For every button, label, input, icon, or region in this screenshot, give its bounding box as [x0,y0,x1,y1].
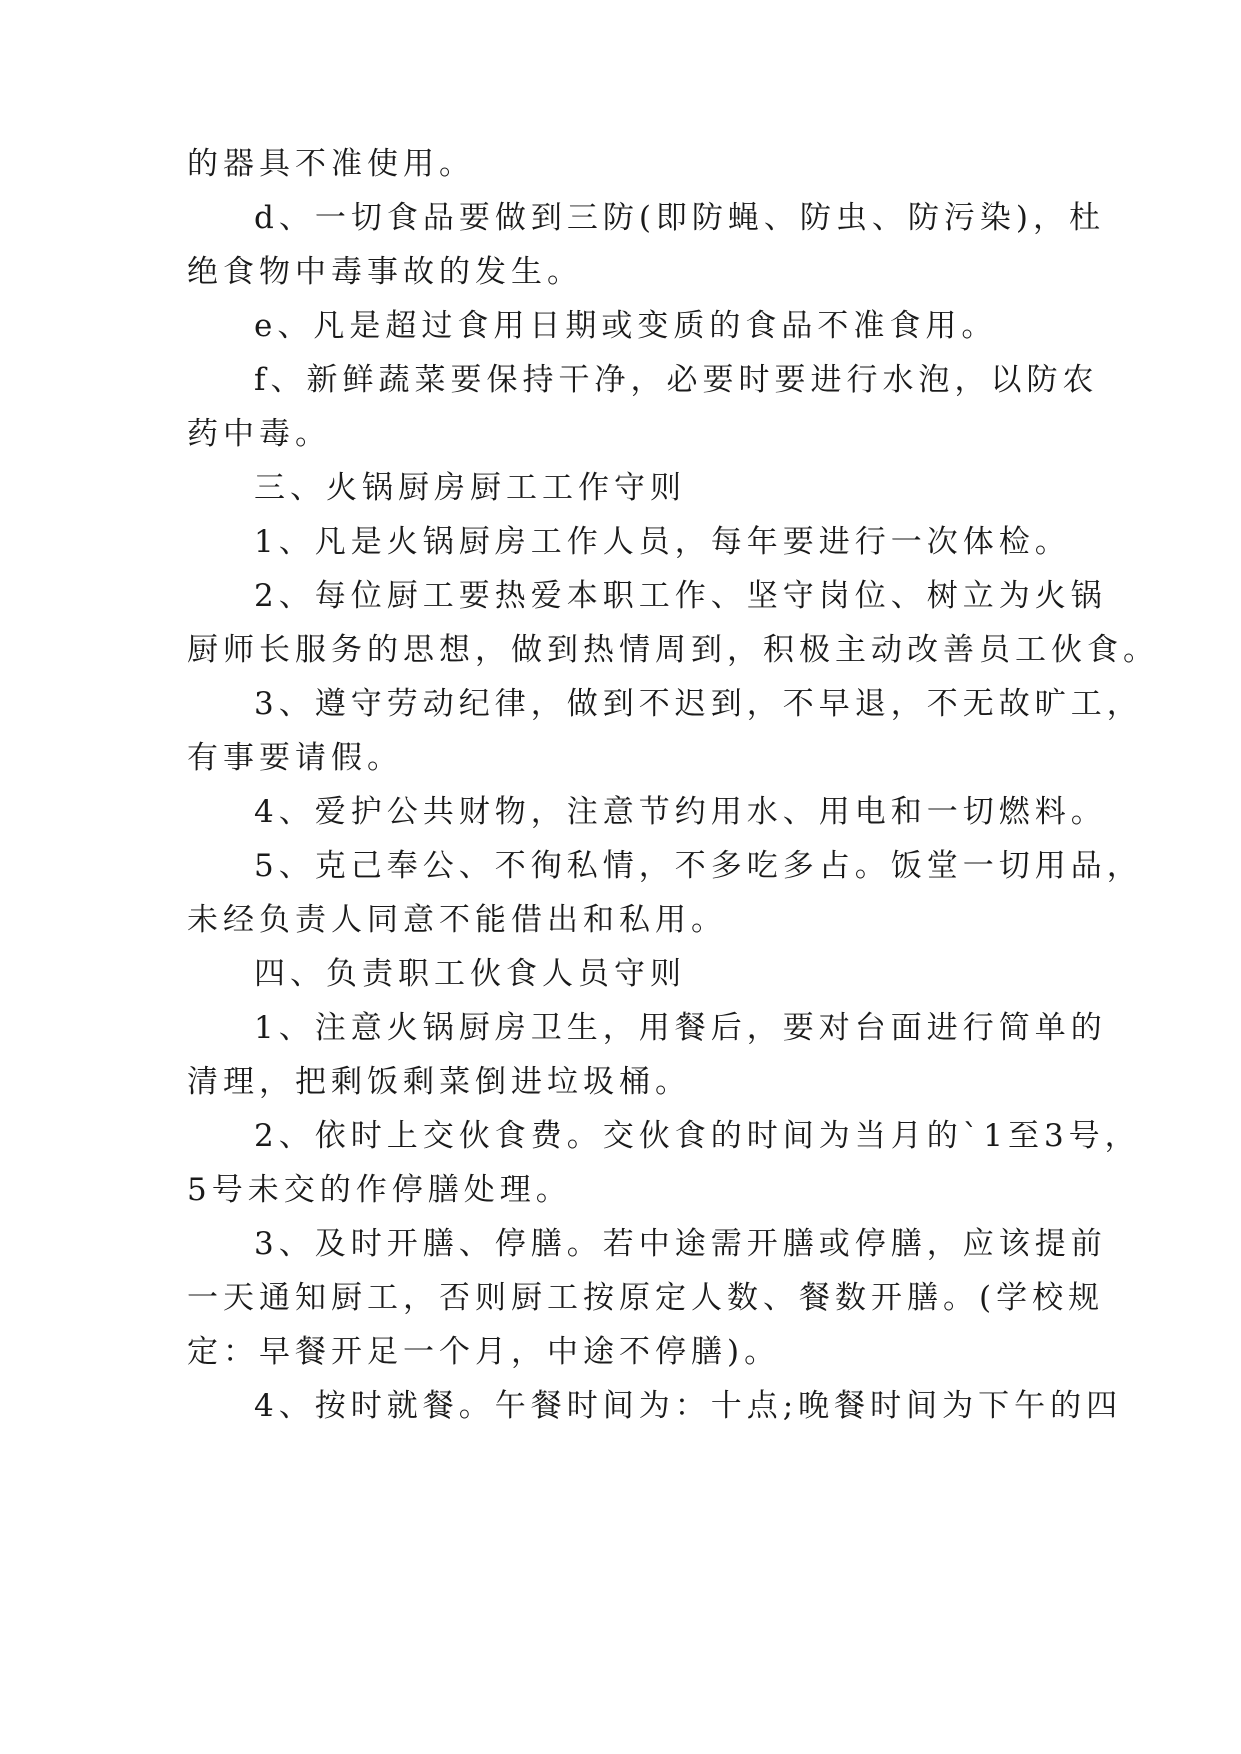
text-line: 定：早餐开足一个月，中途不停膳)。 [187,1334,781,1370]
text-line: 1、注意火锅厨房卫生，用餐后，要对台面进行简单的 [254,1010,1107,1046]
text-line: 2、每位厨工要热爱本职工作、坚守岗位、树立为火锅 [254,578,1107,614]
section-heading: 四、负责职工伙食人员守则 [254,956,686,992]
text-line: 绝食物中毒事故的发生。 [187,254,583,290]
text-line: 2、依时上交伙食费。交伙食的时间为当月的`1至3号， [254,1118,1141,1154]
text-line: 5、克己奉公、不徇私情，不多吃多占。饭堂一切用品， [254,848,1143,884]
text-line: 有事要请假。 [187,740,403,776]
section-heading: 三、火锅厨房厨工工作守则 [254,470,686,506]
text-line: f、新鲜蔬菜要保持干净，必要时要进行水泡，以防农 [254,362,1099,398]
text-line: 的器具不准使用。 [187,146,475,182]
text-line: 5号未交的作停膳处理。 [187,1172,572,1208]
text-line: 4、按时就餐。午餐时间为：十点;晚餐时间为下午的四 [254,1388,1123,1424]
text-line: 3、及时开膳、停膳。若中途需开膳或停膳，应该提前 [254,1226,1107,1262]
text-line: 一天通知厨工，否则厨工按原定人数、餐数开膳。(学校规 [187,1280,1105,1316]
text-line: 4、爱护公共财物，注意节约用水、用电和一切燃料。 [254,794,1107,830]
text-line: 3、遵守劳动纪律，做到不迟到，不早退，不无故旷工， [254,686,1143,722]
text-line: 清理，把剩饭剩菜倒进垃圾桶。 [187,1064,691,1100]
text-line: 未经负责人同意不能借出和私用。 [187,902,727,938]
text-line: 厨师长服务的思想，做到热情周到，积极主动改善员工伙食。 [187,632,1159,668]
text-line: d、一切食品要做到三防(即防蝇、防虫、防污染)，杜 [254,200,1106,236]
text-line: 药中毒。 [187,416,331,452]
text-line: 1、凡是火锅厨房工作人员，每年要进行一次体检。 [254,524,1071,560]
text-line: e、凡是超过食用日期或变质的食品不准食用。 [254,308,998,344]
